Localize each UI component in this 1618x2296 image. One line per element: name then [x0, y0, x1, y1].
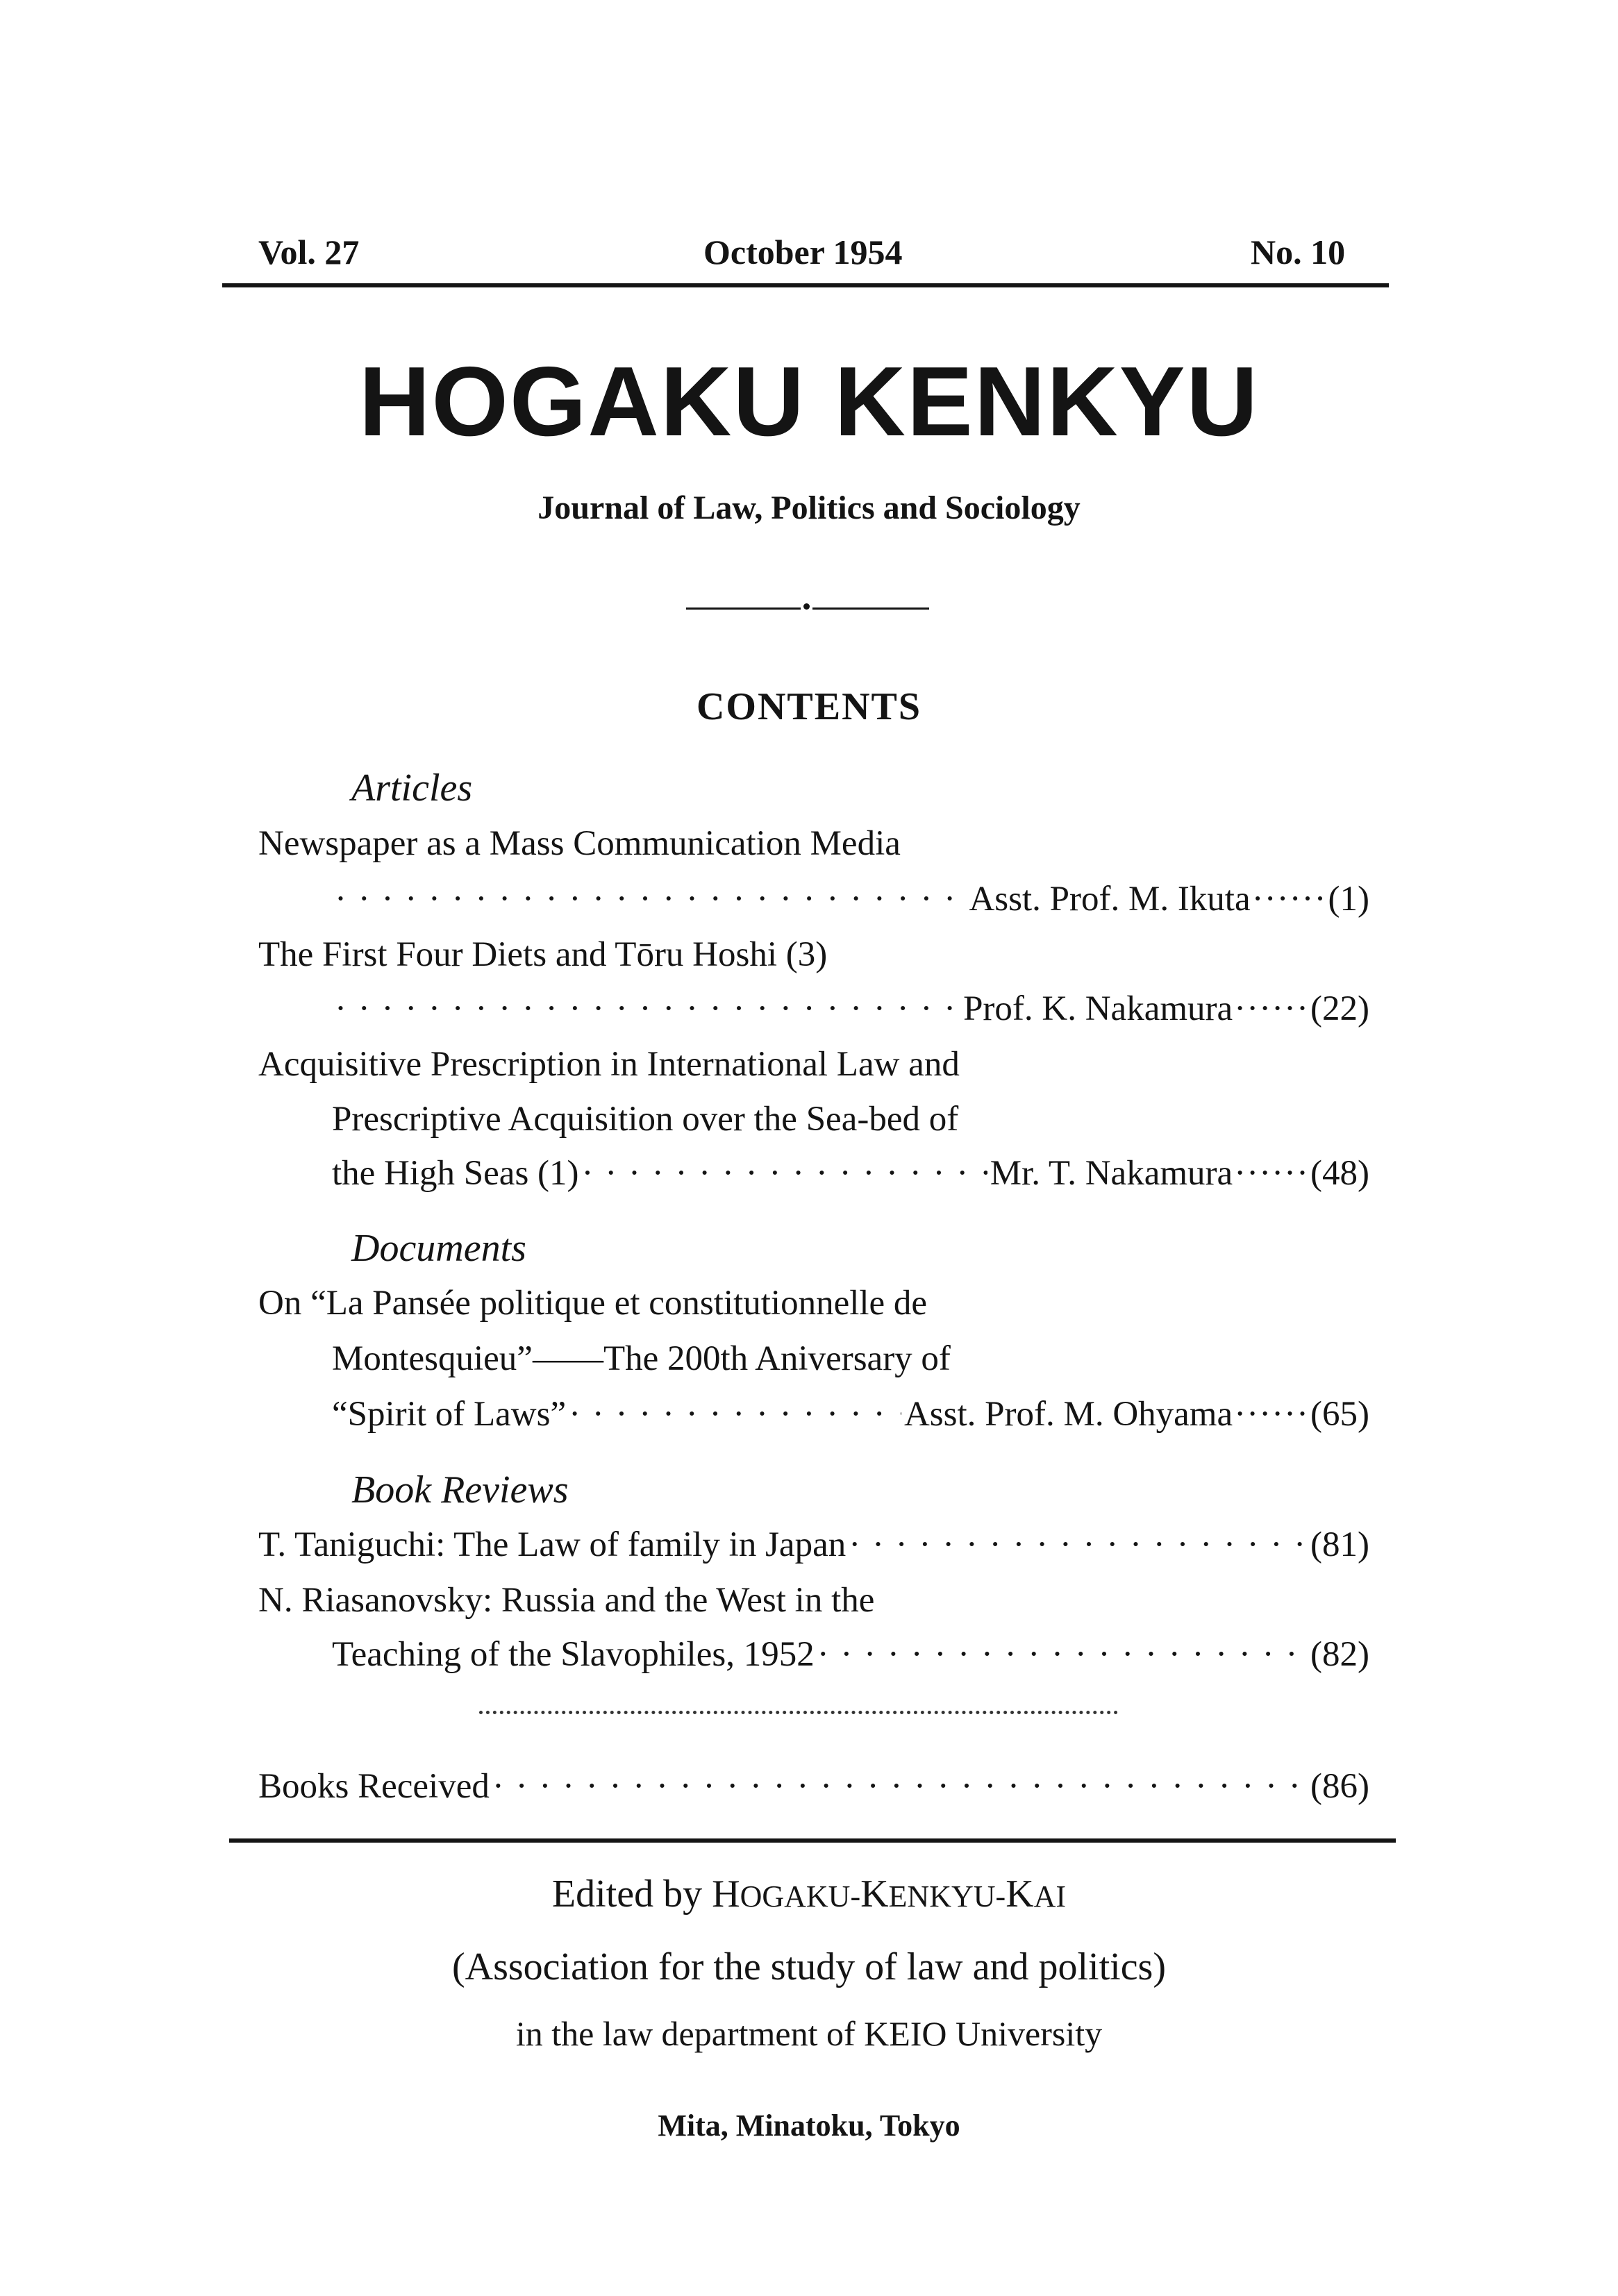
document-1-entry — [332, 1397, 1369, 1432]
section-book-reviews: Book Reviews — [351, 1468, 569, 1511]
article-1-author: Asst. Prof. M. Ikuta — [969, 880, 1251, 919]
association-line: (Association for the study of law and politics) — [451, 1945, 1166, 1988]
dot-leader — [849, 1527, 1308, 1563]
document-1-title-line1: On “La Pansée politique et constitutionnelle de — [258, 1284, 928, 1323]
issue-number: No. 10 — [1251, 233, 1346, 271]
header-rule — [222, 283, 1389, 287]
books-received-entry — [258, 1769, 1369, 1804]
dot-leader: ······ — [1234, 989, 1310, 1028]
footer-rule — [229, 1838, 1396, 1843]
document-1-author: Asst. Prof. M. Ohyama — [903, 1395, 1233, 1434]
article-3-author: Mr. T. Nakamura — [990, 1154, 1233, 1193]
dot-leader — [335, 991, 960, 1027]
volume-label: Vol. 27 — [258, 233, 360, 271]
review-2-title-line2: Teaching of the Slavophiles, 1952 — [332, 1635, 815, 1674]
article-1-title: Newspaper as a Mass Communication Media — [258, 824, 901, 863]
article-3-page: (48) — [1310, 1154, 1369, 1193]
document-1-page: (65) — [1310, 1395, 1369, 1434]
edited-by-label: Edited by — [551, 1872, 703, 1916]
document-1-title-line2: Montesquieu”——The 200th Aniversary of — [332, 1339, 951, 1378]
edited-by-line — [0, 1872, 1618, 1916]
document-1-title-line3: “Spirit of Laws” — [332, 1395, 567, 1434]
dot-leader — [492, 1769, 1308, 1804]
books-received-page: (86) — [1310, 1767, 1369, 1806]
article-2-title: The First Four Diets and Tōru Hoshi (3) — [258, 935, 828, 974]
dot-leader: ······ — [1234, 1395, 1310, 1434]
department-line: in the law department of KEIO University — [515, 2014, 1103, 2053]
contents-heading: CONTENTS — [696, 685, 922, 728]
article-2-author: Prof. K. Nakamura — [963, 989, 1233, 1028]
dot-leader — [817, 1637, 1308, 1673]
article-3-title-line3: the High Seas (1) — [332, 1154, 579, 1193]
issue-date: October 1954 — [703, 233, 903, 271]
section-articles: Articles — [351, 766, 473, 810]
section-documents: Documents — [351, 1227, 526, 1270]
review-2-page: (82) — [1310, 1635, 1369, 1674]
dot-leader — [569, 1397, 901, 1432]
review-2-title-line1: N. Riasanovsky: Russia and the West in the — [258, 1581, 875, 1620]
society-name: HOGAKU-KENKYU-KAI — [712, 1872, 1067, 1916]
article-2-page: (22) — [1310, 989, 1369, 1028]
dot-leader — [335, 882, 966, 917]
article-3-title-line2: Prescriptive Acquisition over the Sea-bed of — [332, 1100, 959, 1139]
journal-title: HOGAKU KENKYU — [358, 346, 1260, 457]
article-3-entry — [332, 1156, 1369, 1191]
dot-leader — [582, 1156, 987, 1191]
journal-subtitle: Journal of Law, Politics and Sociology — [537, 489, 1081, 526]
books-received-label: Books Received — [258, 1767, 490, 1806]
review-2-entry — [332, 1637, 1369, 1673]
dotted-separator — [479, 1711, 1118, 1714]
review-1-entry — [258, 1527, 1369, 1563]
review-1-title: T. Taniguchi: The Law of family in Japan — [258, 1525, 846, 1564]
article-1-page: (1) — [1328, 880, 1369, 919]
article-2-entry — [332, 991, 1369, 1027]
review-1-page: (81) — [1310, 1525, 1369, 1564]
dot-leader: ······ — [1234, 1154, 1310, 1193]
dot-leader: ······ — [1251, 880, 1327, 919]
article-3-title-line1: Acquisitive Prescription in International Law and — [258, 1045, 960, 1084]
address-line: Mita, Minatoku, Tokyo — [658, 2109, 960, 2143]
article-1-entry — [332, 882, 1369, 917]
